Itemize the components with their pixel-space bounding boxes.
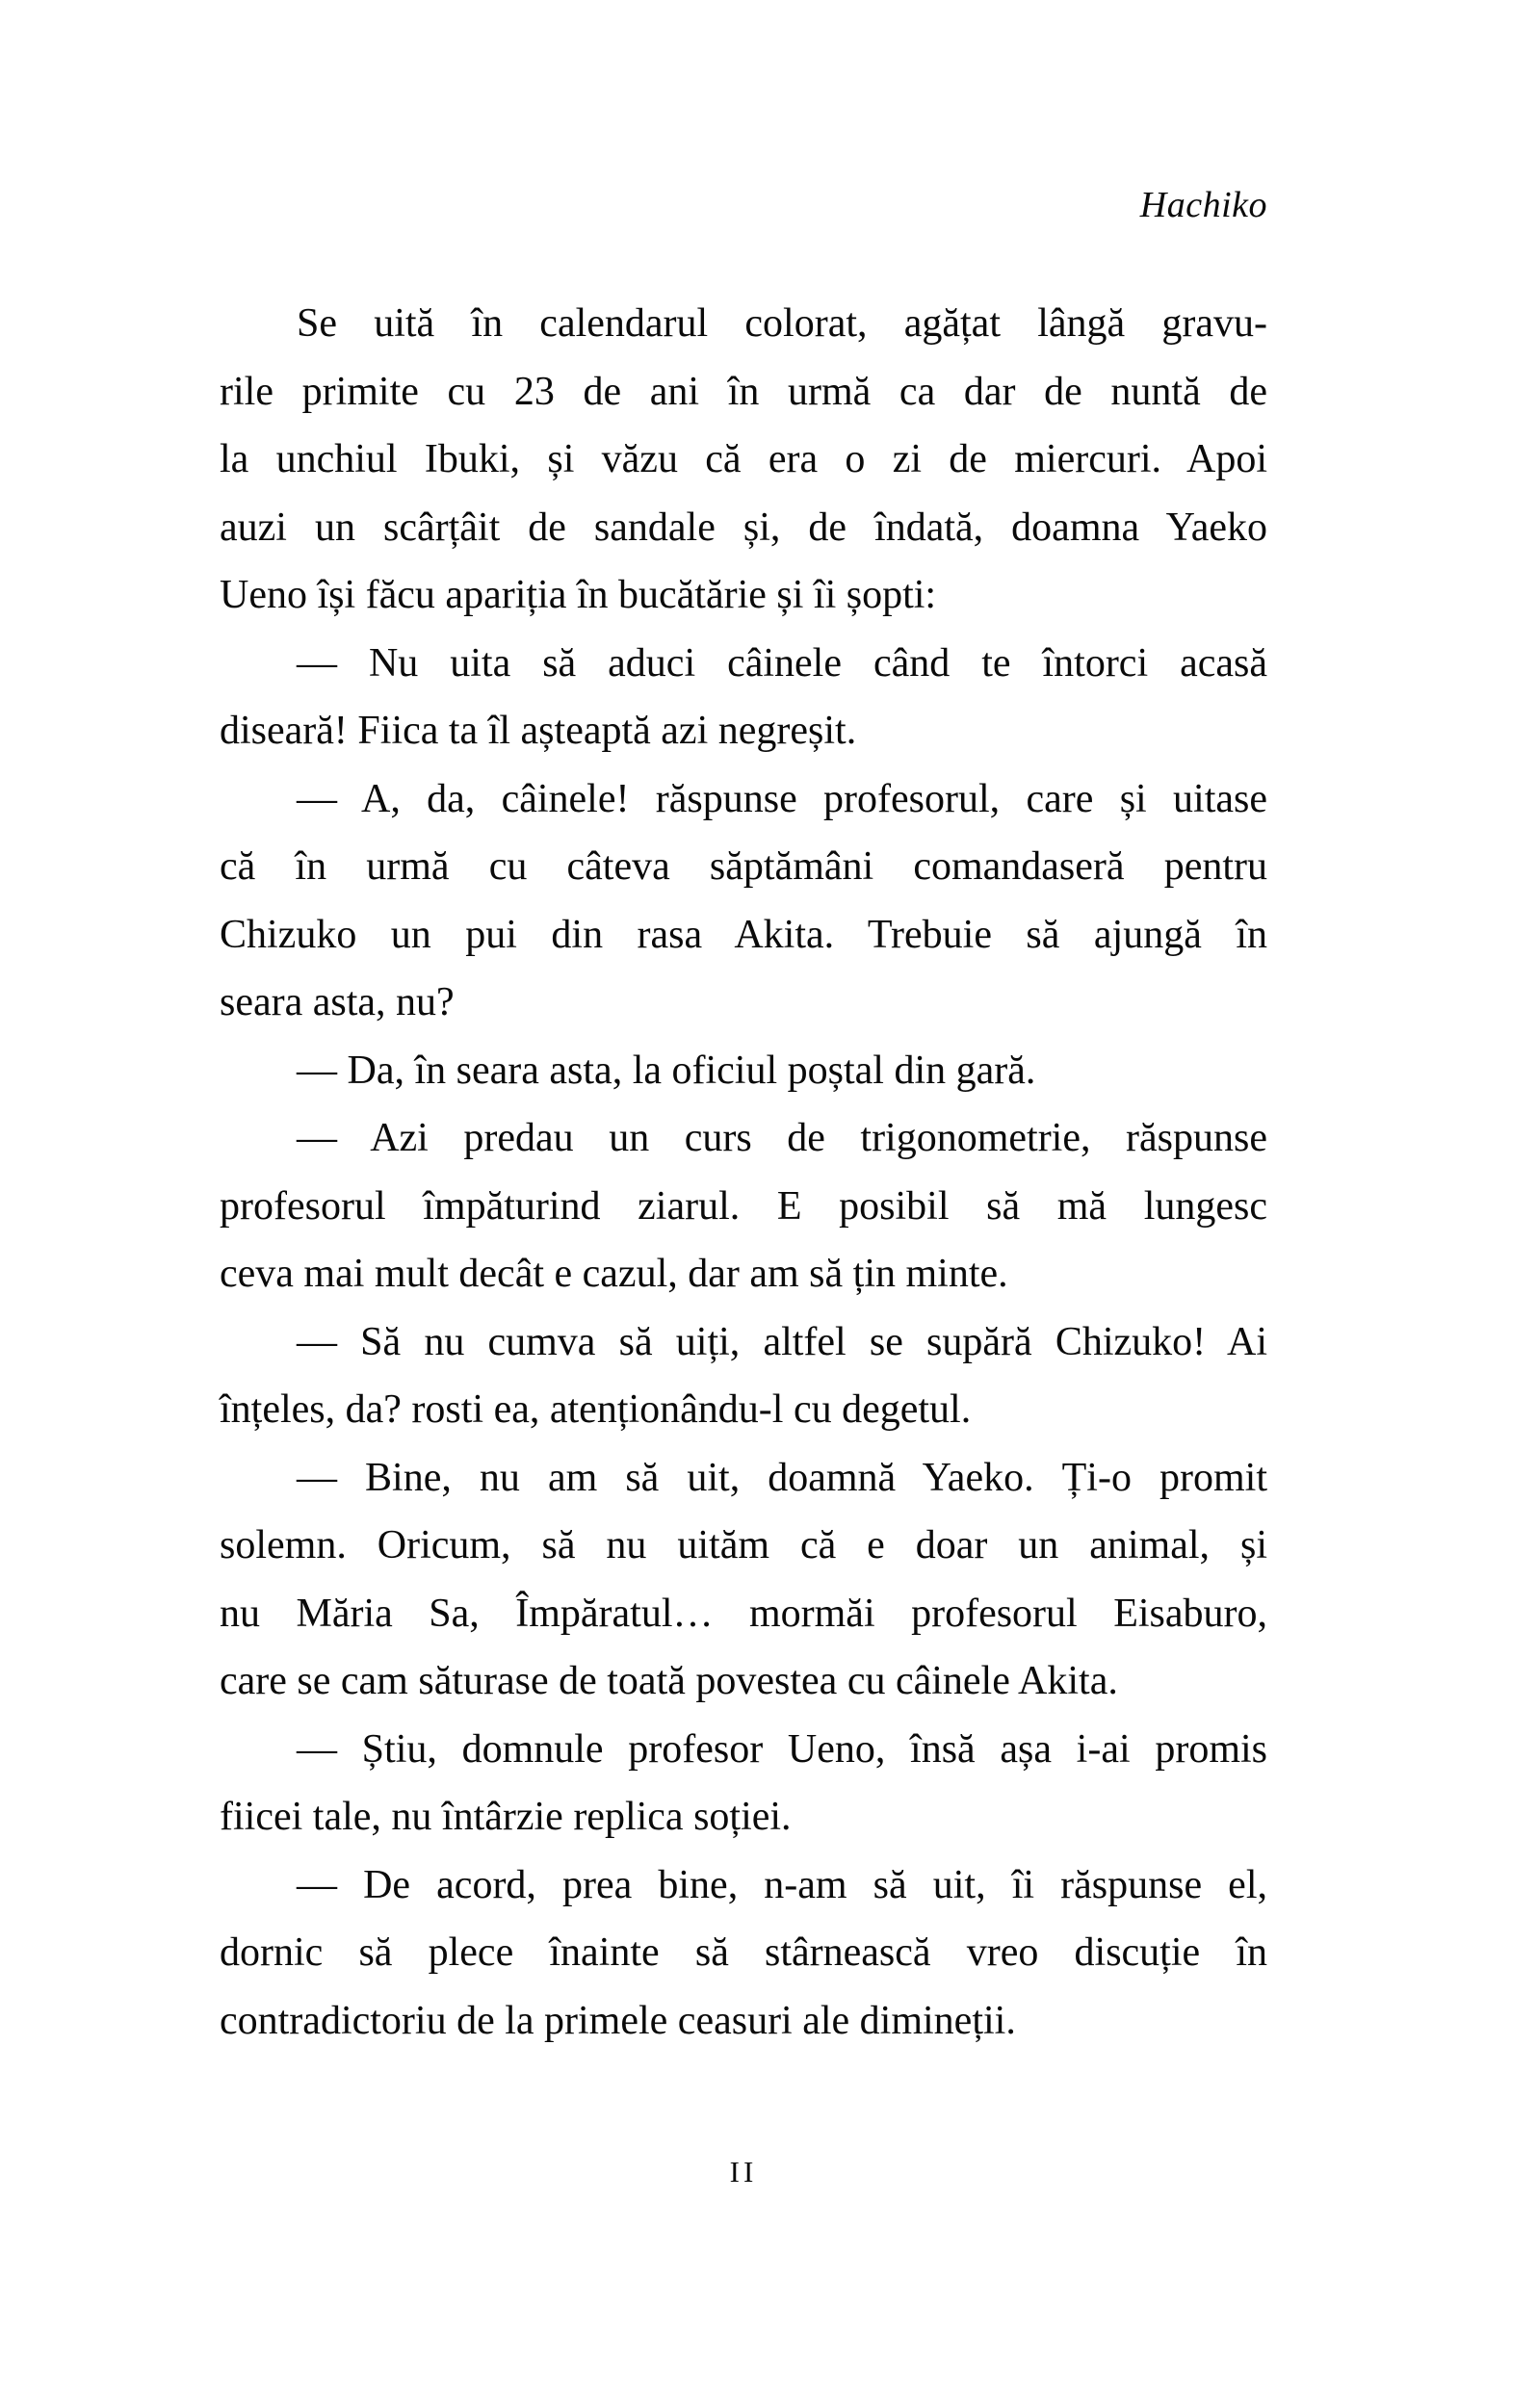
- paragraph: [220, 1851, 1267, 2056]
- body-text: [220, 290, 1267, 2055]
- page-number: II: [729, 2155, 758, 2188]
- paragraph: [220, 765, 1267, 1037]
- text-line: auzi un scârțâit de sandale și, de îndată, doamna Yaeko: [220, 505, 1267, 550]
- text-line: că în urmă cu câteva săptămâni comandaseră pentru: [220, 844, 1267, 889]
- text-line: solemn. Oricum, să nu uităm că e doar un animal, și: [220, 1523, 1267, 1567]
- text-line: Chizuko un pui din rasa Akita. Trebuie să ajungă în: [220, 912, 1267, 957]
- text-line: seara asta, nu?: [220, 980, 455, 1024]
- text-line: — Azi predau un curs de trigonometrie, răspunse: [297, 1116, 1267, 1160]
- text-line: — Să nu cumva să uiți, altfel se supără Chizuko! Ai: [297, 1319, 1267, 1364]
- paragraph: [220, 1308, 1267, 1444]
- text-line: la unchiul Ibuki, și văzu că era o zi de miercuri. Apoi: [220, 437, 1267, 481]
- text-line: — Nu uita să aduci câinele când te întorci acasă: [297, 640, 1267, 686]
- paragraph: [220, 1037, 1267, 1105]
- paragraph: [220, 290, 1267, 630]
- text-line: fiicei tale, nu întârzie replica soției.: [220, 1795, 792, 1839]
- text-line: nu Măria Sa, Împăratul… mormăi profesorul Eisaburo,: [220, 1591, 1267, 1636]
- text-line: — Bine, nu am să uit, doamnă Yaeko. Ți-o promit: [297, 1455, 1267, 1500]
- running-head: Hachiko: [1139, 185, 1267, 225]
- paragraph: [220, 630, 1267, 765]
- text-line: Ueno își făcu apariția în bucătărie și îi șopti:: [220, 573, 937, 617]
- text-line: ceva mai mult decât e cazul, dar am să țin minte.: [220, 1252, 1008, 1296]
- text-line: profesorul împăturind ziarul. E posibil să mă lungesc: [220, 1183, 1267, 1229]
- text-line: înțeles, da? rosti ea, atenționându-l cu degetul.: [220, 1387, 972, 1432]
- text-line: Se uită în calendarul colorat, agățat lângă gravu-: [297, 301, 1267, 346]
- paragraph: [220, 1104, 1267, 1308]
- text-line: — De acord, prea bine, n-am să uit, îi răspunse el,: [297, 1862, 1267, 1907]
- paragraph: [220, 1716, 1267, 1851]
- text-line: dornic să plece înainte să stârnească vreo discuție în: [220, 1930, 1267, 1975]
- text-line: rile primite cu 23 de ani în urmă ca dar de nuntă de: [220, 369, 1267, 414]
- text-line: — A, da, câinele! răspunse profesorul, care și uitase: [297, 776, 1267, 821]
- text-line: — Știu, domnule profesor Ueno, însă așa i-ai promis: [297, 1726, 1267, 1772]
- paragraph: [220, 1444, 1267, 1716]
- text-line: — Da, în seara asta, la oficiul poștal din gară.: [297, 1048, 1036, 1093]
- text-line: diseară! Fiica ta îl așteaptă azi negreșit.: [220, 709, 857, 753]
- text-line: contradictoriu de la primele ceasuri ale dimineții.: [220, 1998, 1016, 2043]
- text-line: care se cam săturase de toată povestea cu câinele Akita.: [220, 1659, 1118, 1703]
